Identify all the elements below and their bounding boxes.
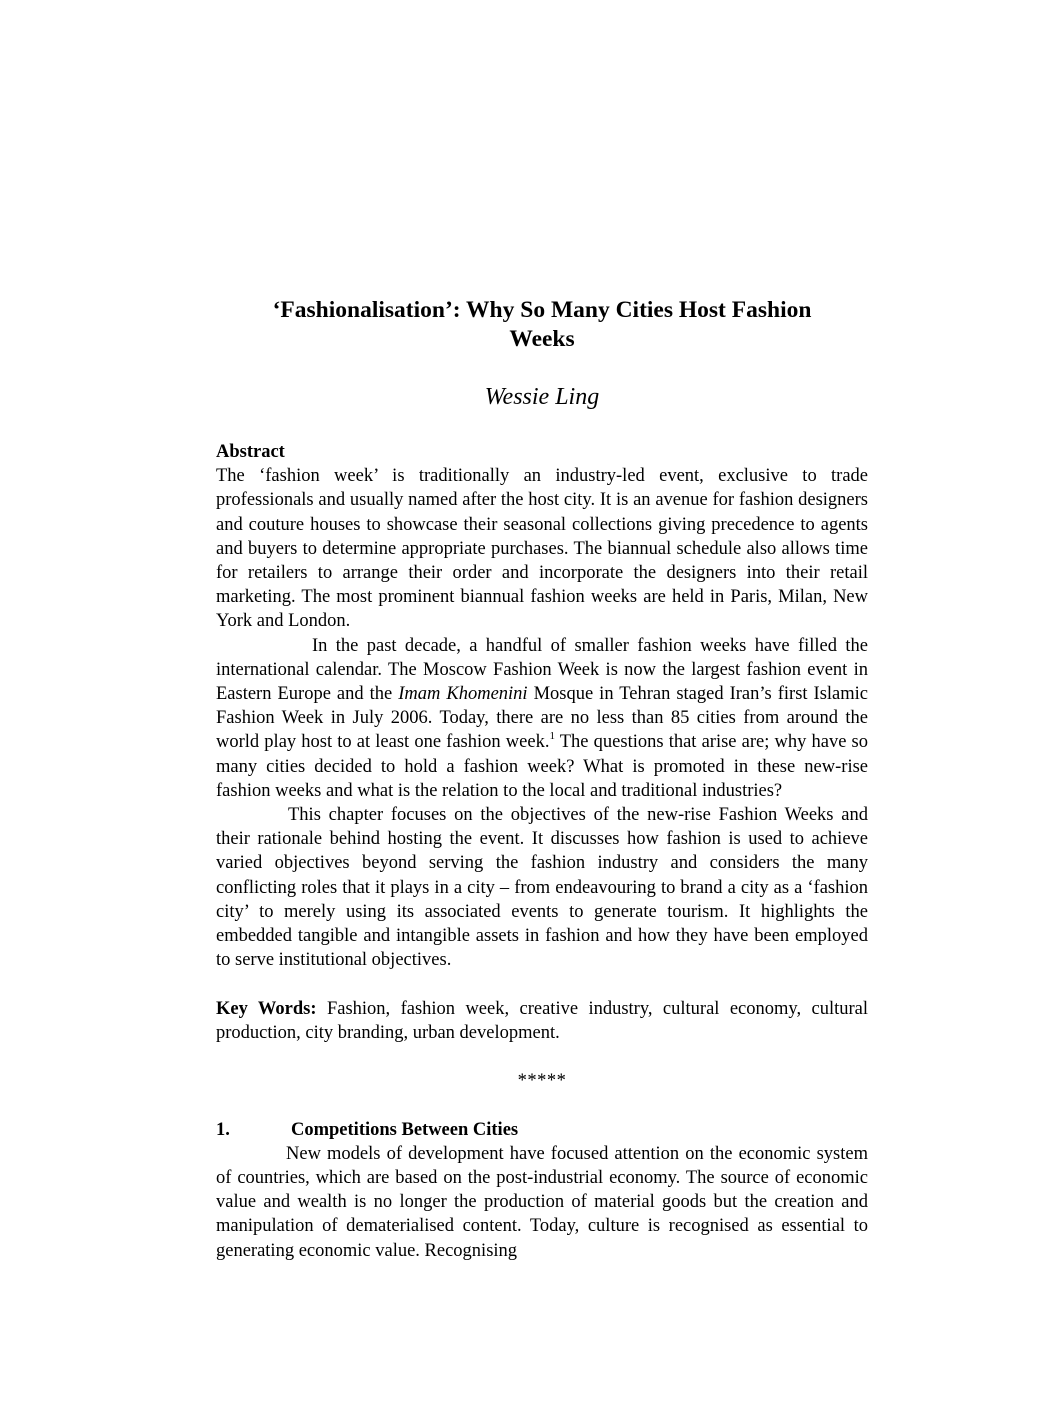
keywords-text: Fashion, fashion week, creative industry, cultural economy, cultural production, city branding, urban development. [216,998,868,1043]
abstract-paragraph-2-part-c: The questions that arise are; why have so many cities decided to hold a fashion week? What is promoted in these new-rise fashion weeks and what is the relation to the local and traditional industries? [216,732,869,801]
abstract-paragraph-3: This chapter focuses on the objectives of the new-rise Fashion Weeks and their rationale behind hosting the event. It discusses how fashion is used to achieve varied objectives beyond serving the fashion industry and considers the many conflicting roles that it plays in a city – from endeavouring to brand a city as a ‘fashion city’ to merely using its associated events to generate tourism. It highlights the embedded tangible and intangible assets in fashion and how they have been employed to serve institutional objectives. [216,805,868,971]
author-name: Wessie Ling [484,384,600,410]
section-1-heading [216,1118,868,1142]
abstract-heading: Abstract [216,442,285,462]
chapter-title-line-2: Weeks [509,326,575,352]
chapter-title-line-1: ‘Fashionalisation’: Why So Many Cities Host Fashion [272,297,812,323]
section-1-number: 1. [216,1119,230,1140]
chapter-title [216,296,868,354]
keywords-label: Key Words: [216,998,317,1019]
abstract-paragraph-2-part-a: In the past decade, a handful of smaller fashion weeks have filled the international calendar. The Moscow Fashion Week is now the largest fashion event in Eastern Europe and the [216,635,868,705]
section-1-paragraph-1: New models of development have focused attention on the economic system of countries, which are based on the post-industrial economy. The source of economic value and wealth is no longer the production of material goods but the creation and manipulation of dematerialised content. Today, culture is recognised as essential to generating economic value. Recognising [216,1143,868,1261]
keywords [216,997,868,1045]
body-text [216,440,868,1263]
mosque-name: Imam Khomenini [398,684,528,705]
section-1-title: Competitions Between Cities [291,1119,519,1140]
section-separator: ***** [517,1071,567,1092]
abstract-paragraph-2 [216,634,868,803]
abstract-paragraph-2-part-b: Mosque in Tehran staged Iran’s first Islamic Fashion Week in July 2006. Today, there are no less than 85 cities from around the world play host to at least one fashion week. [216,684,868,753]
abstract-paragraph-1: The ‘fashion week’ is traditionally an industry-led event, exclusive to trade professionals and usually named after the host city. It is an avenue for fashion designers and couture houses to showcase their seasonal collections giving precedence to agents and buyers to determine appropriate purchases. The biannual schedule also allows time for retailers to arrange their order and incorporate the designers into their retail marketing. The most prominent biannual fashion weeks are held in Paris, Milan, New York and London. [216,466,868,632]
footnote-marker[interactable]: 1 [549,730,555,743]
